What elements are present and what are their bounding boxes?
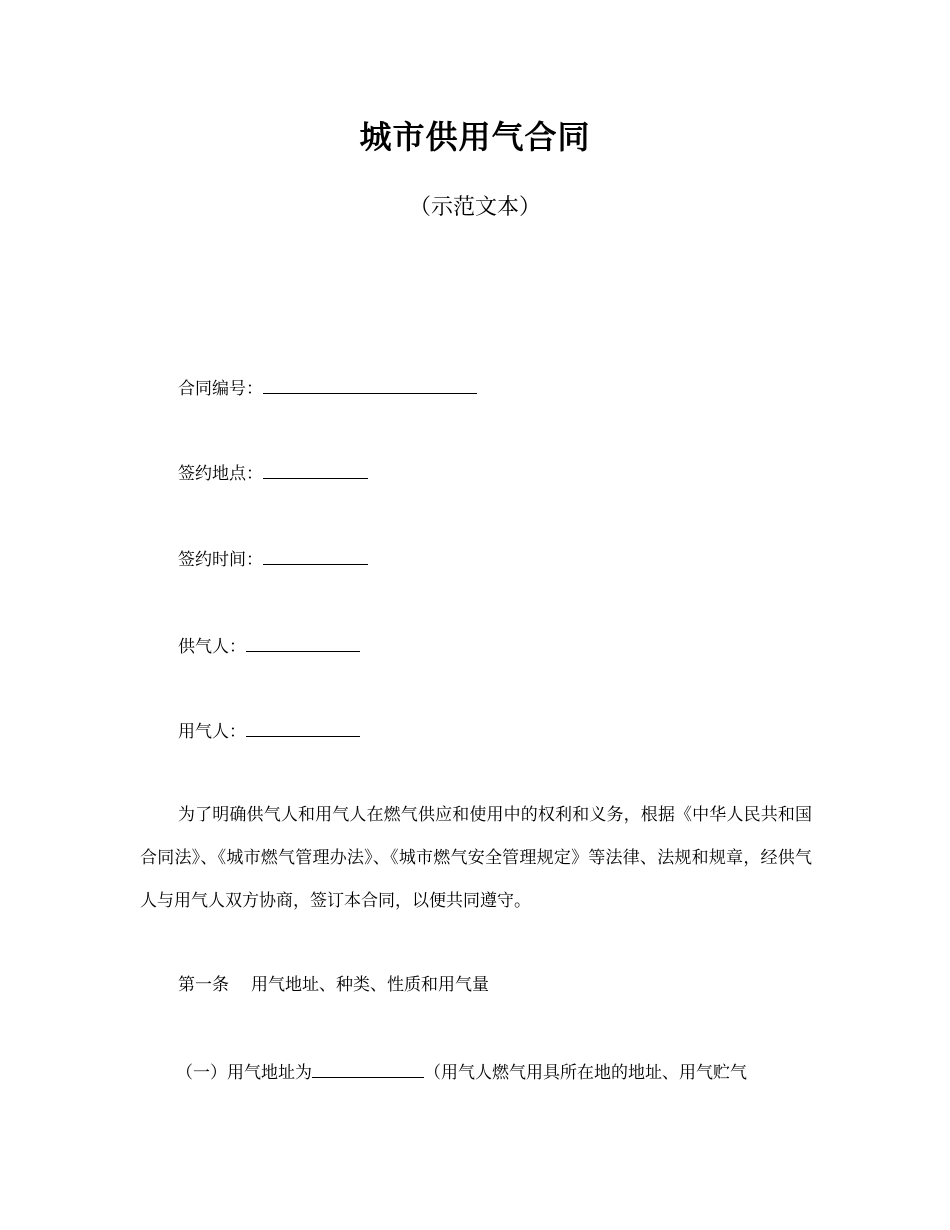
- gas-address-blank[interactable]: [312, 1059, 424, 1078]
- signing-time-blank[interactable]: [263, 546, 368, 565]
- field-label: 签约地点：: [178, 464, 263, 484]
- article-number: 第一条: [178, 975, 229, 995]
- signing-place-blank[interactable]: [263, 460, 368, 479]
- document-subtitle: （示范文本）: [408, 195, 541, 220]
- supplier-field: [178, 633, 360, 659]
- signing-place-field: [178, 460, 368, 486]
- field-label: 用气人：: [178, 722, 246, 742]
- item-prefix: （一）用气地址为: [176, 1063, 312, 1083]
- supplier-blank[interactable]: [246, 633, 360, 652]
- preamble-paragraph: 为了明确供气人和用气人在燃气供应和使用中的权利和义务，根据《中华人民共和国合同法》、《城市燃气管理办法》、《城市燃气安全管理规定》等法律、法规和规章，经供气人与用气人双方协商，签订本合同，以便共同遵守。: [140, 805, 812, 911]
- field-label: 签约时间：: [178, 550, 263, 570]
- user-field: [178, 718, 360, 744]
- field-label: 供气人：: [178, 637, 246, 657]
- signing-time-field: [178, 546, 368, 572]
- article-heading: 用气地址、种类、性质和用气量: [251, 975, 489, 995]
- field-label: 合同编号：: [178, 379, 263, 399]
- item-suffix: （用气人燃气用具所在地的地址、用气贮气: [424, 1063, 747, 1083]
- item-1-line: [176, 1059, 747, 1085]
- user-blank[interactable]: [246, 718, 360, 737]
- article-1-heading: [178, 973, 489, 997]
- document-title: 城市供用气合同: [359, 118, 591, 156]
- contract-number-field: [178, 375, 477, 401]
- contract-number-blank[interactable]: [263, 375, 477, 394]
